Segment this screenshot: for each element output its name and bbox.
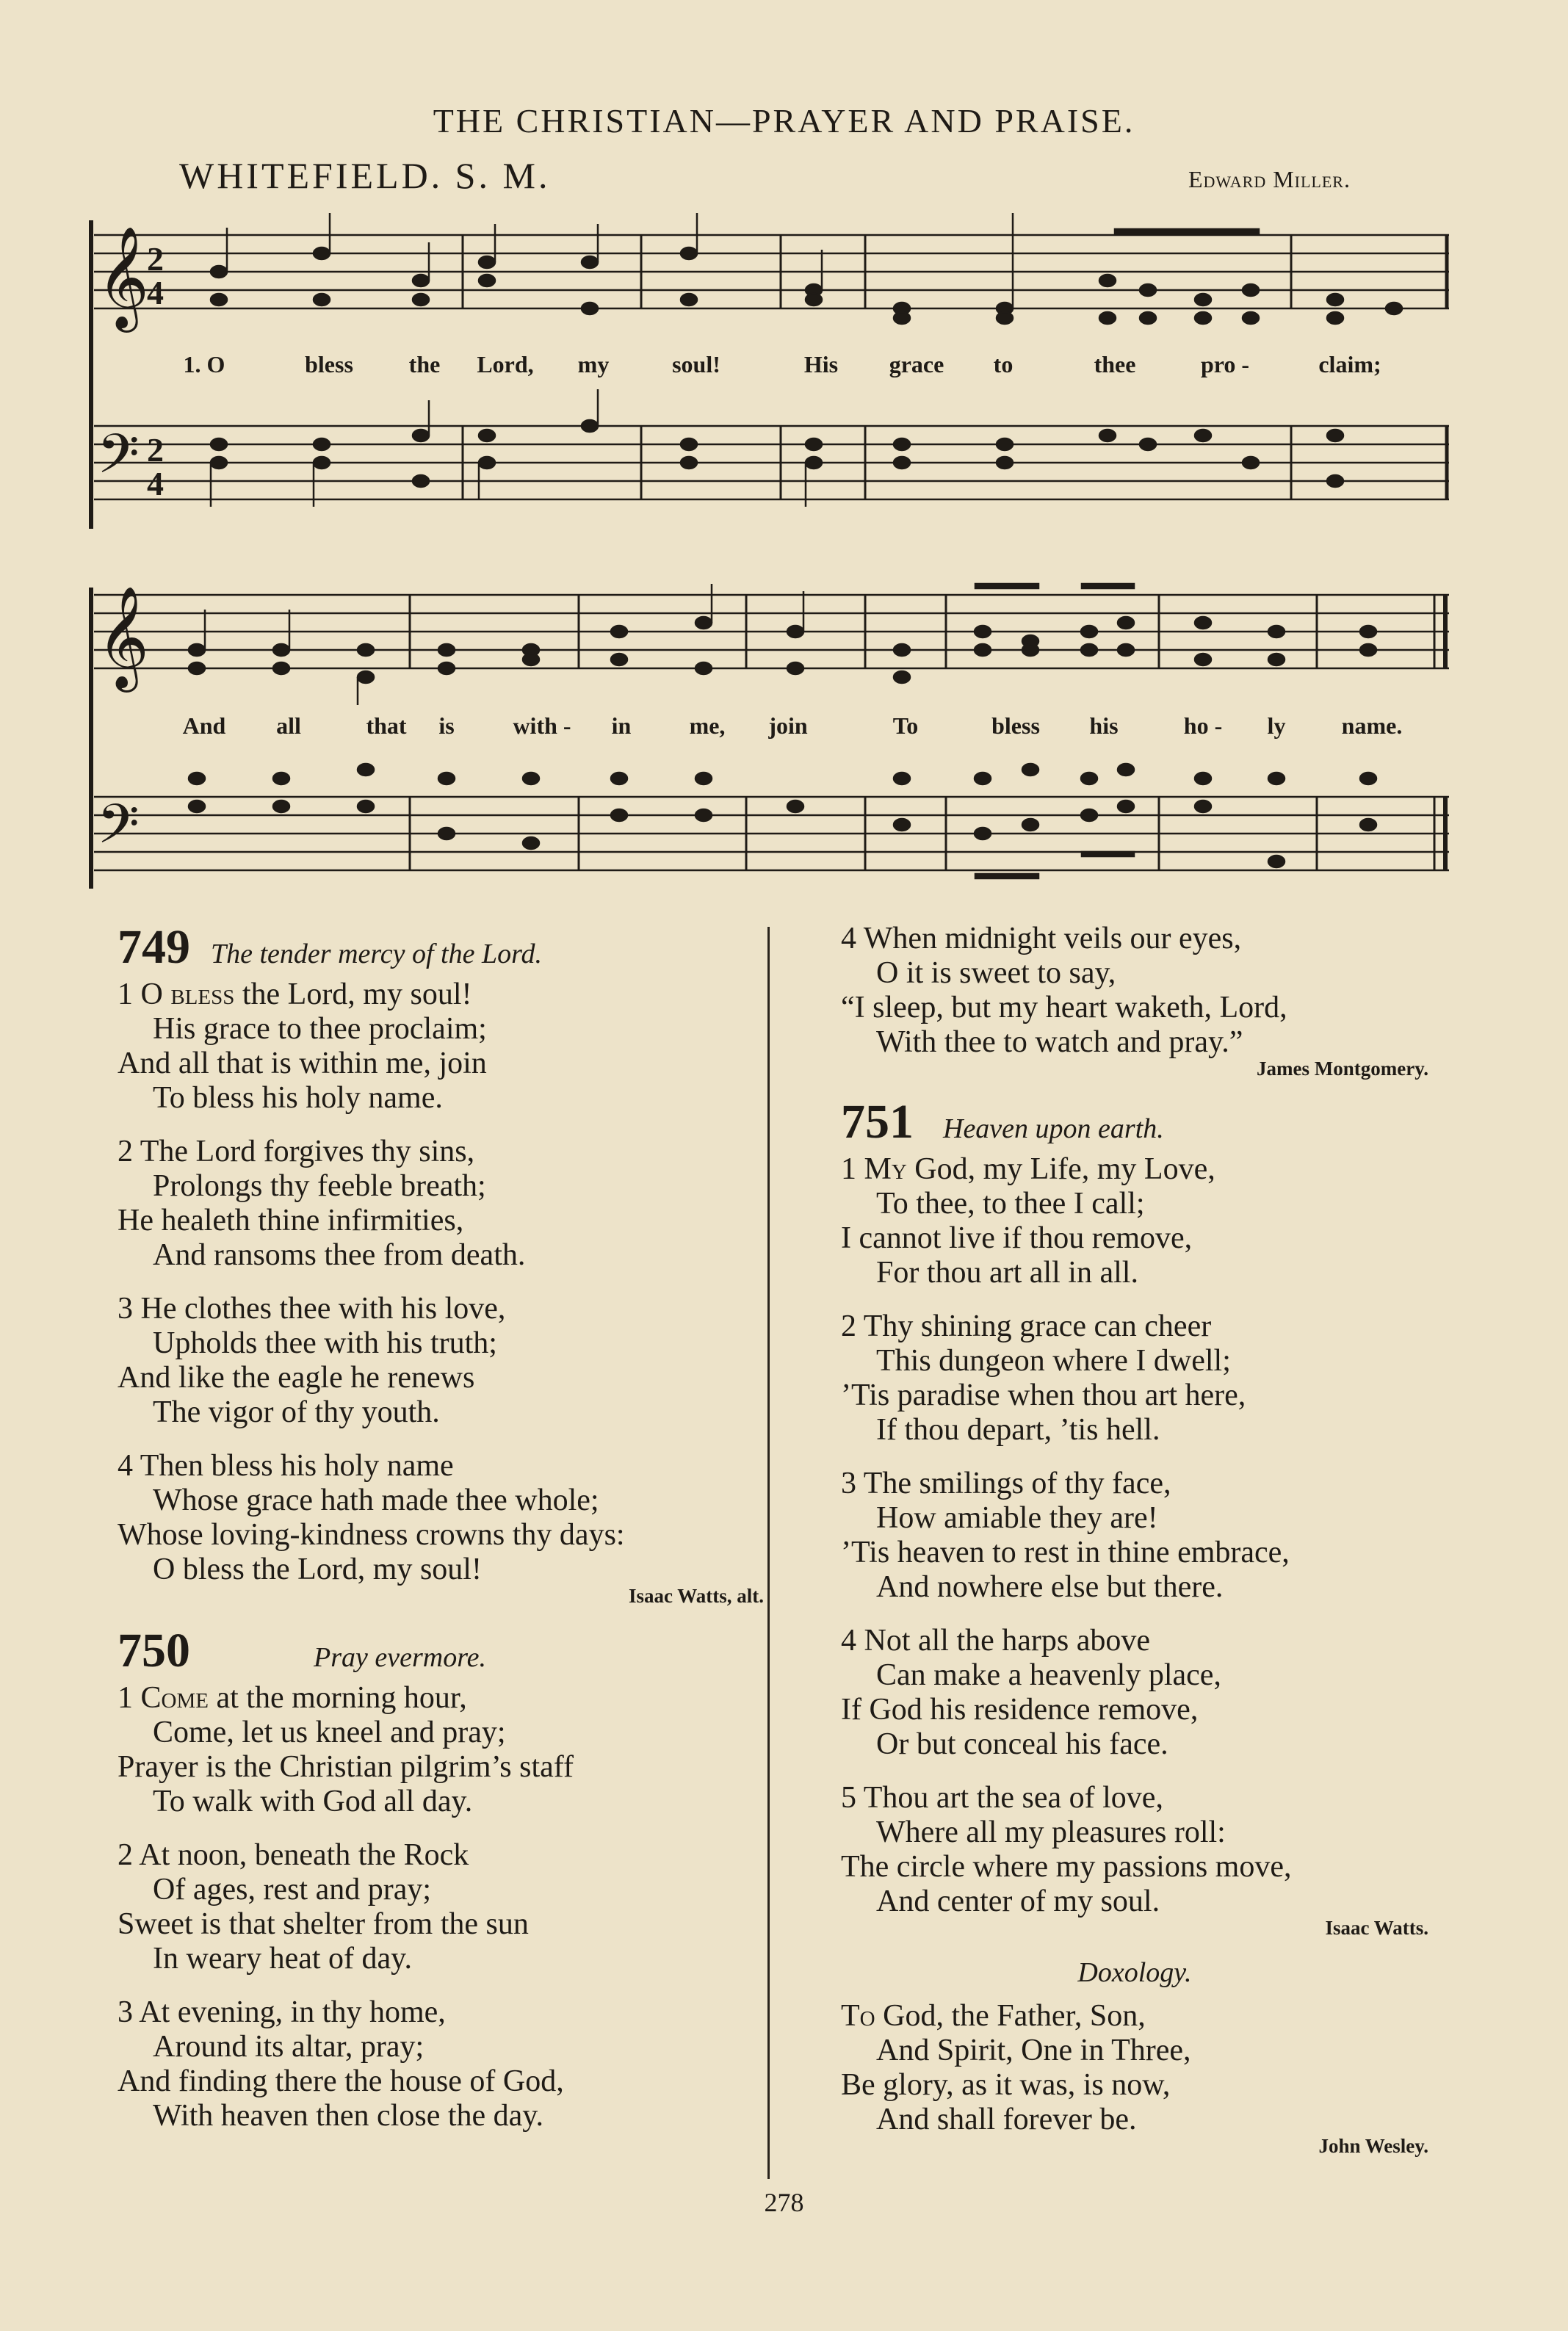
lyrics-row-2: [87, 712, 1453, 745]
hymn-title: Pray evermore.: [314, 1642, 486, 1673]
stanza: 5 Thou art the sea of love, Where all my pleasures roll: The circle where my passions move, And center of my soul.: [841, 1781, 1292, 1918]
svg-text:𝄞: 𝄞: [97, 226, 149, 328]
stanza: 1 Come at the morning hour, Come, let us kneel and pray; Prayer is the Christian pilgrim’s staff To walk with God all day.: [118, 1681, 574, 1818]
lyric: thee: [1094, 351, 1136, 377]
svg-text:𝄞: 𝄞: [97, 586, 149, 688]
lyric: And: [182, 712, 226, 739]
right-column: [841, 922, 1428, 2174]
stanza: 2 At noon, beneath the Rock Of ages, rest and pray; Sweet is that shelter from the sun In weary heat of day.: [118, 1838, 529, 1976]
lyric: join: [768, 712, 808, 739]
tune-name: WHITEFIELD. S. M.: [179, 155, 551, 196]
lyric: His: [803, 351, 839, 377]
svg-text:4: 4: [147, 274, 164, 311]
hymn-title: The tender mercy of the Lord.: [211, 939, 542, 969]
hymn-749: [118, 922, 764, 1608]
column-divider: [767, 927, 770, 2179]
music-system-2: [87, 580, 1453, 903]
composer: Edward Miller.: [1188, 166, 1351, 192]
page-number: 278: [764, 2188, 804, 2217]
attribution: John Wesley.: [1318, 2135, 1428, 2157]
stanza: To God, the Father, Son, And Spirit, One in Three, Be glory, as it was, is now, And shall forever be.: [841, 1999, 1191, 2136]
svg-text:2: 2: [147, 431, 164, 469]
hymn-751: [841, 1096, 1428, 1940]
stanza: 4 When midnight veils our eyes, O it is sweet to say, “I sleep, but my heart waketh, Lord, With thee to watch and pray.”: [841, 922, 1287, 1059]
lyric: claim;: [1318, 351, 1381, 377]
lyric: all: [276, 712, 301, 739]
hymn-number: 751: [841, 1095, 914, 1149]
hymn-number: 750: [118, 1624, 190, 1677]
lyric: bless: [305, 351, 353, 377]
lyric: in: [611, 712, 632, 739]
svg-text:4: 4: [147, 465, 164, 502]
lyric: that: [366, 712, 407, 739]
lyric: ho -: [1183, 712, 1223, 739]
lyric: 1. O: [183, 351, 225, 377]
attribution: James Montgomery.: [1257, 1058, 1428, 1080]
lyric: name.: [1341, 712, 1403, 739]
stanza: 4 Not all the harps above Can make a heavenly place, If God his residence remove, Or but conceal his face.: [841, 1624, 1221, 1761]
stanza: 3 He clothes thee with his love, Upholds thee with his truth; And like the eagle he renews The vigor of thy youth.: [118, 1292, 506, 1429]
doxology-title: Doxology.: [1077, 1957, 1192, 1988]
lyric: Lord,: [477, 351, 534, 377]
svg-text:𝄢: 𝄢: [97, 792, 140, 870]
stanza: 3 The smilings of thy face, How amiable they are! ’Tis heaven to rest in thine embrace, And nowhere else but there.: [841, 1467, 1290, 1604]
stanza: 1 O bless the Lord, my soul! His grace to thee proclaim; And all that is within me, join To bless his holy name.: [118, 977, 487, 1115]
lyric: his: [1089, 712, 1119, 739]
lyric: pro -: [1200, 351, 1250, 377]
lyric: my: [577, 351, 610, 377]
svg-text:2: 2: [147, 240, 164, 278]
lyric: the: [408, 351, 441, 377]
lyric: To: [892, 712, 919, 739]
lyric: me,: [689, 712, 726, 739]
running-title: THE CHRISTIAN—PRAYER AND PRAISE.: [433, 102, 1135, 140]
hymn-number: 749: [118, 920, 190, 974]
lyric: with -: [513, 712, 571, 739]
lyric: is: [438, 712, 455, 739]
hymn-title: Heaven upon earth.: [943, 1113, 1164, 1144]
stanza: 2 Thy shining grace can cheer This dungeon where I dwell; ’Tis paradise when thou art here, If thou depart, ’tis hell.: [841, 1309, 1246, 1447]
doxology: [841, 1956, 1428, 2158]
attribution: Isaac Watts.: [1325, 1917, 1428, 1939]
lyric: bless: [991, 712, 1040, 739]
attribution: Isaac Watts, alt.: [628, 1585, 764, 1607]
stanza: 1 My God, my Life, my Love, To thee, to thee I call; I cannot live if thou remove, For thou art all in all.: [841, 1152, 1215, 1290]
hymn-750: [118, 1625, 764, 2133]
lyric: to: [993, 351, 1014, 377]
lyric: soul!: [672, 351, 720, 377]
left-column: [118, 922, 764, 2153]
stanza: 3 At evening, in thy home, Around its altar, pray; And finding there the house of God, With heaven then close the day.: [118, 1995, 564, 2133]
lyrics-row-1: [87, 351, 1453, 383]
stanza: 4 Then bless his holy name Whose grace hath made thee whole; Whose loving-kindness crowns thy days: O bless the Lord, my soul!: [118, 1449, 625, 1586]
svg-text:𝄢: 𝄢: [97, 422, 140, 499]
lyric: ly: [1267, 712, 1286, 739]
lyric: grace: [889, 351, 944, 377]
music-system-1: [87, 213, 1453, 536]
stanza: 2 The Lord forgives thy sins, Prolongs thy feeble breath; He healeth thine infirmities, And ransoms thee from death.: [118, 1135, 526, 1272]
